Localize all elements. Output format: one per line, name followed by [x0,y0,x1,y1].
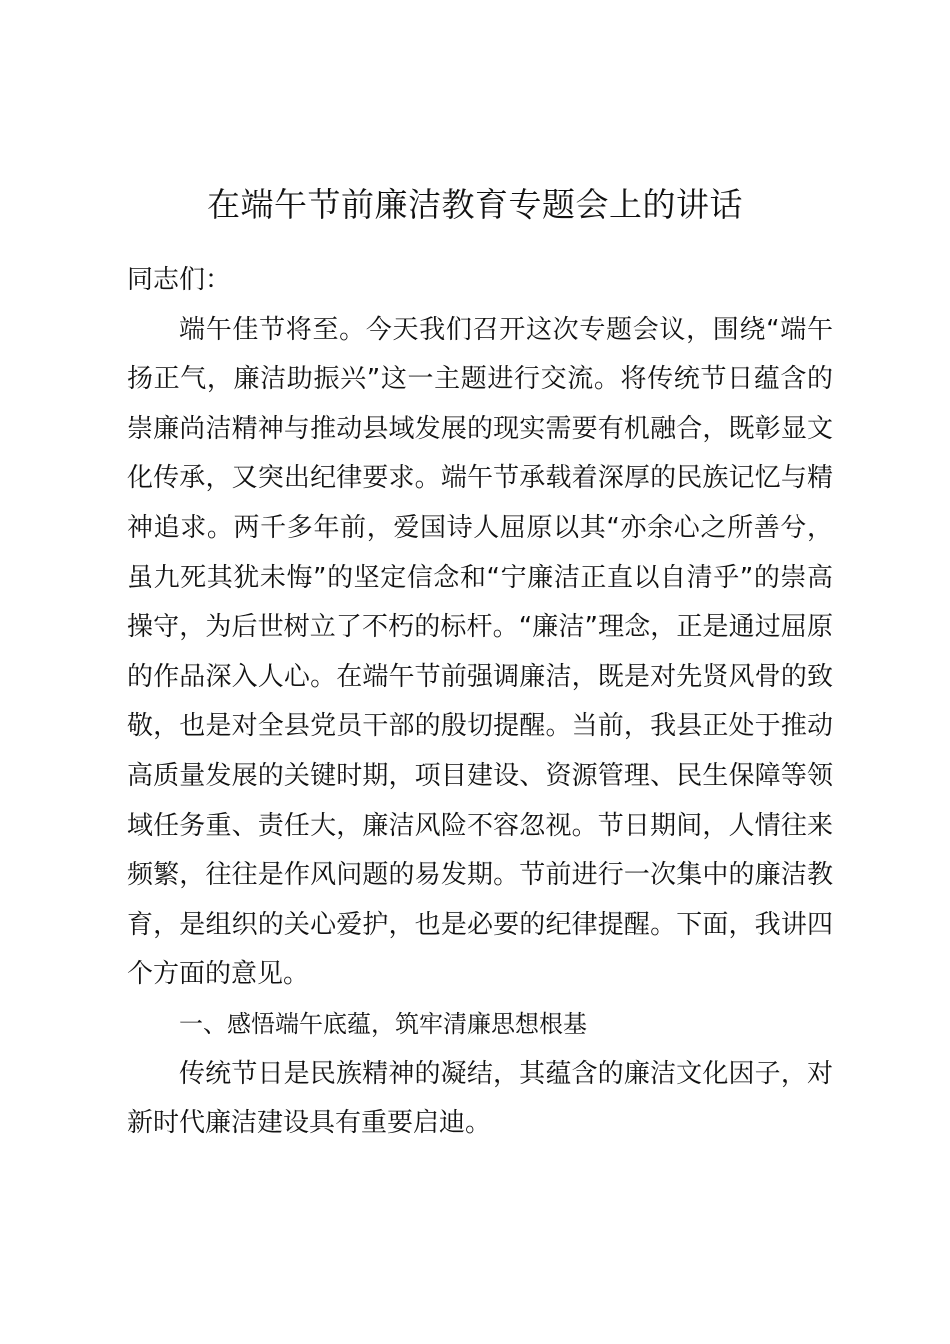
document-title: 在端午节前廉洁教育专题会上的讲话 [207,185,743,224]
salutation: 同志们： [127,265,232,295]
document-body [127,256,833,1149]
body-paragraph: 端午佳节将至。今天我们召开这次专题会议，围绕“端午扬正气，廉洁助振兴”这一主题进行交流。将传统节日蕴含的崇廉尚洁精神与推动县域发展的现实需要有机融合，既彰显文化传承，又突出纪律要求。端午节承载着深厚的民族记忆与精神追求。两千多年前，爱国诗人屈原以其“亦余心之所善兮，虽九死其犹未悔”的坚定信念和“宁廉洁正直以自清乎”的崇高操守，为后世树立了不朽的标杆。“廉洁”理念，正是通过屈原的作品深入人心。在端午节前强调廉洁，既是对先贤风骨的致敬，也是对全县党员干部的殷切提醒。当前，我县正处于推动高质量发展的关键时期，项目建设、资源管理、民生保障等领域任务重、责任大，廉洁风险不容忽视。节日期间，人情往来频繁，往往是作风问题的易发期。节前进行一次集中的廉洁教育，是组织的关心爱护，也是必要的纪律提醒。下面，我讲四个方面的意见。 [127,314,833,990]
section-heading: 一、感悟端午底蕴，筑牢清廉思想根基 [179,1009,587,1038]
section-paragraph: 传统节日是民族精神的凝结，其蕴含的廉洁文化因子，对新时代廉洁建设具有重要启迪。 [127,1058,833,1139]
